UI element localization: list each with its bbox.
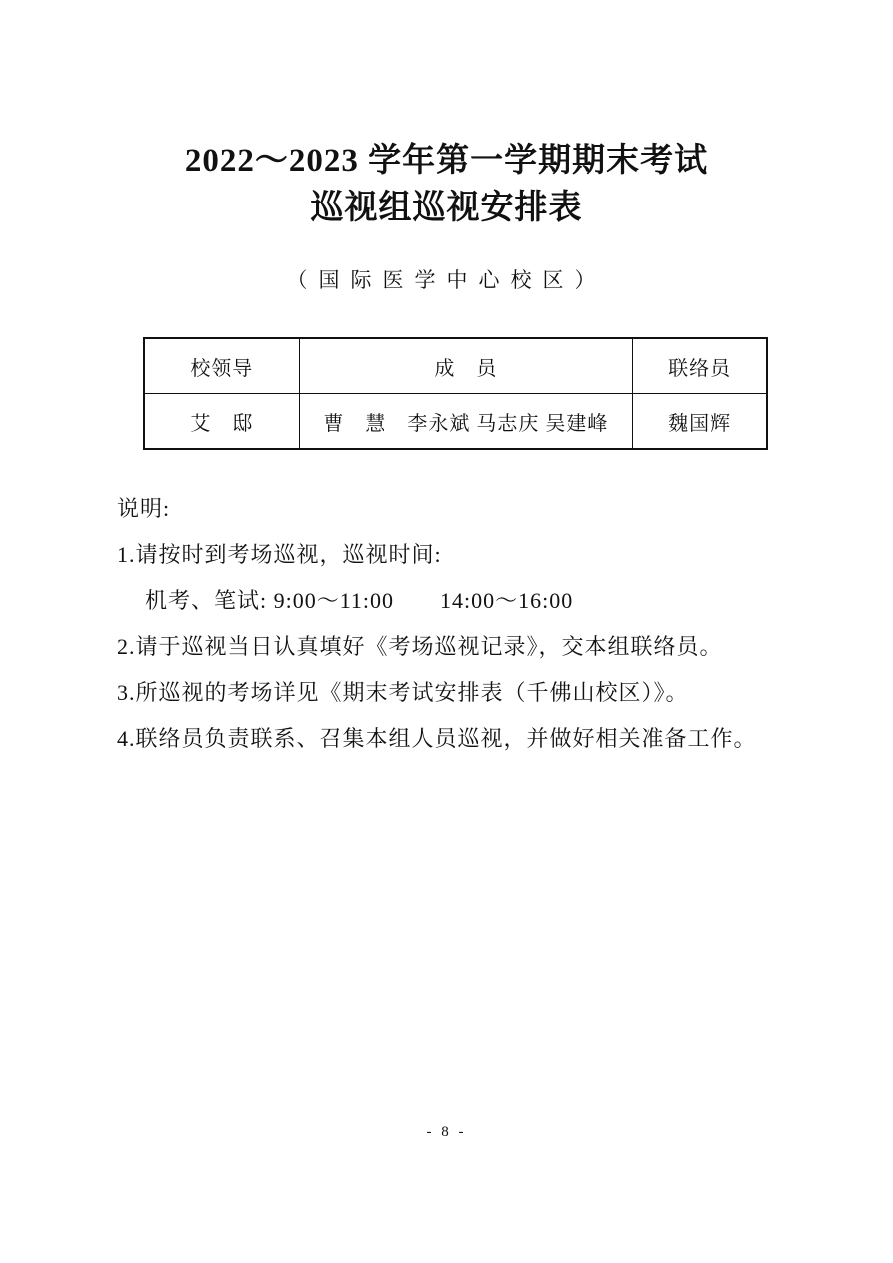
header-school-leader: 校领导 xyxy=(144,338,299,394)
campus-subtitle: （国际医学中心校区） xyxy=(286,268,607,292)
cell-members: 曹 慧 李永斌 马志庆 吴建峰 xyxy=(299,394,633,450)
header-members: 成 员 xyxy=(299,338,633,394)
table-header-row xyxy=(144,338,767,394)
patrol-schedule-table xyxy=(143,337,768,450)
note-item-2: 2.请于巡视当日认真填好《考场巡视记录》，交本组联络员。 xyxy=(117,634,723,659)
note-item-1: 1.请按时到考场巡视，巡视时间: xyxy=(117,542,442,567)
cell-liaison: 魏国辉 xyxy=(633,394,767,450)
note-item-exam-times: 机考、笔试: 9:00～11:00 14:00～16:00 xyxy=(145,588,574,613)
title-line-2: 巡视组巡视安排表 xyxy=(310,190,583,226)
note-item-3: 3.所巡视的考场详见《期末考试安排表（千佛山校区）》。 xyxy=(117,680,689,705)
table-row xyxy=(144,394,767,450)
notes-section xyxy=(117,486,833,762)
notes-heading: 说明: xyxy=(117,496,171,521)
title-line-1: 2022～2023 学年第一学期期末考试 xyxy=(184,143,709,179)
header-liaison: 联络员 xyxy=(633,338,767,394)
page-number: - 8 - xyxy=(426,1124,467,1140)
cell-school-leader: 艾 邸 xyxy=(144,394,299,450)
note-item-4: 4.联络员负责联系、召集本组人员巡视，并做好相关准备工作。 xyxy=(117,726,757,751)
document-title xyxy=(0,138,893,232)
